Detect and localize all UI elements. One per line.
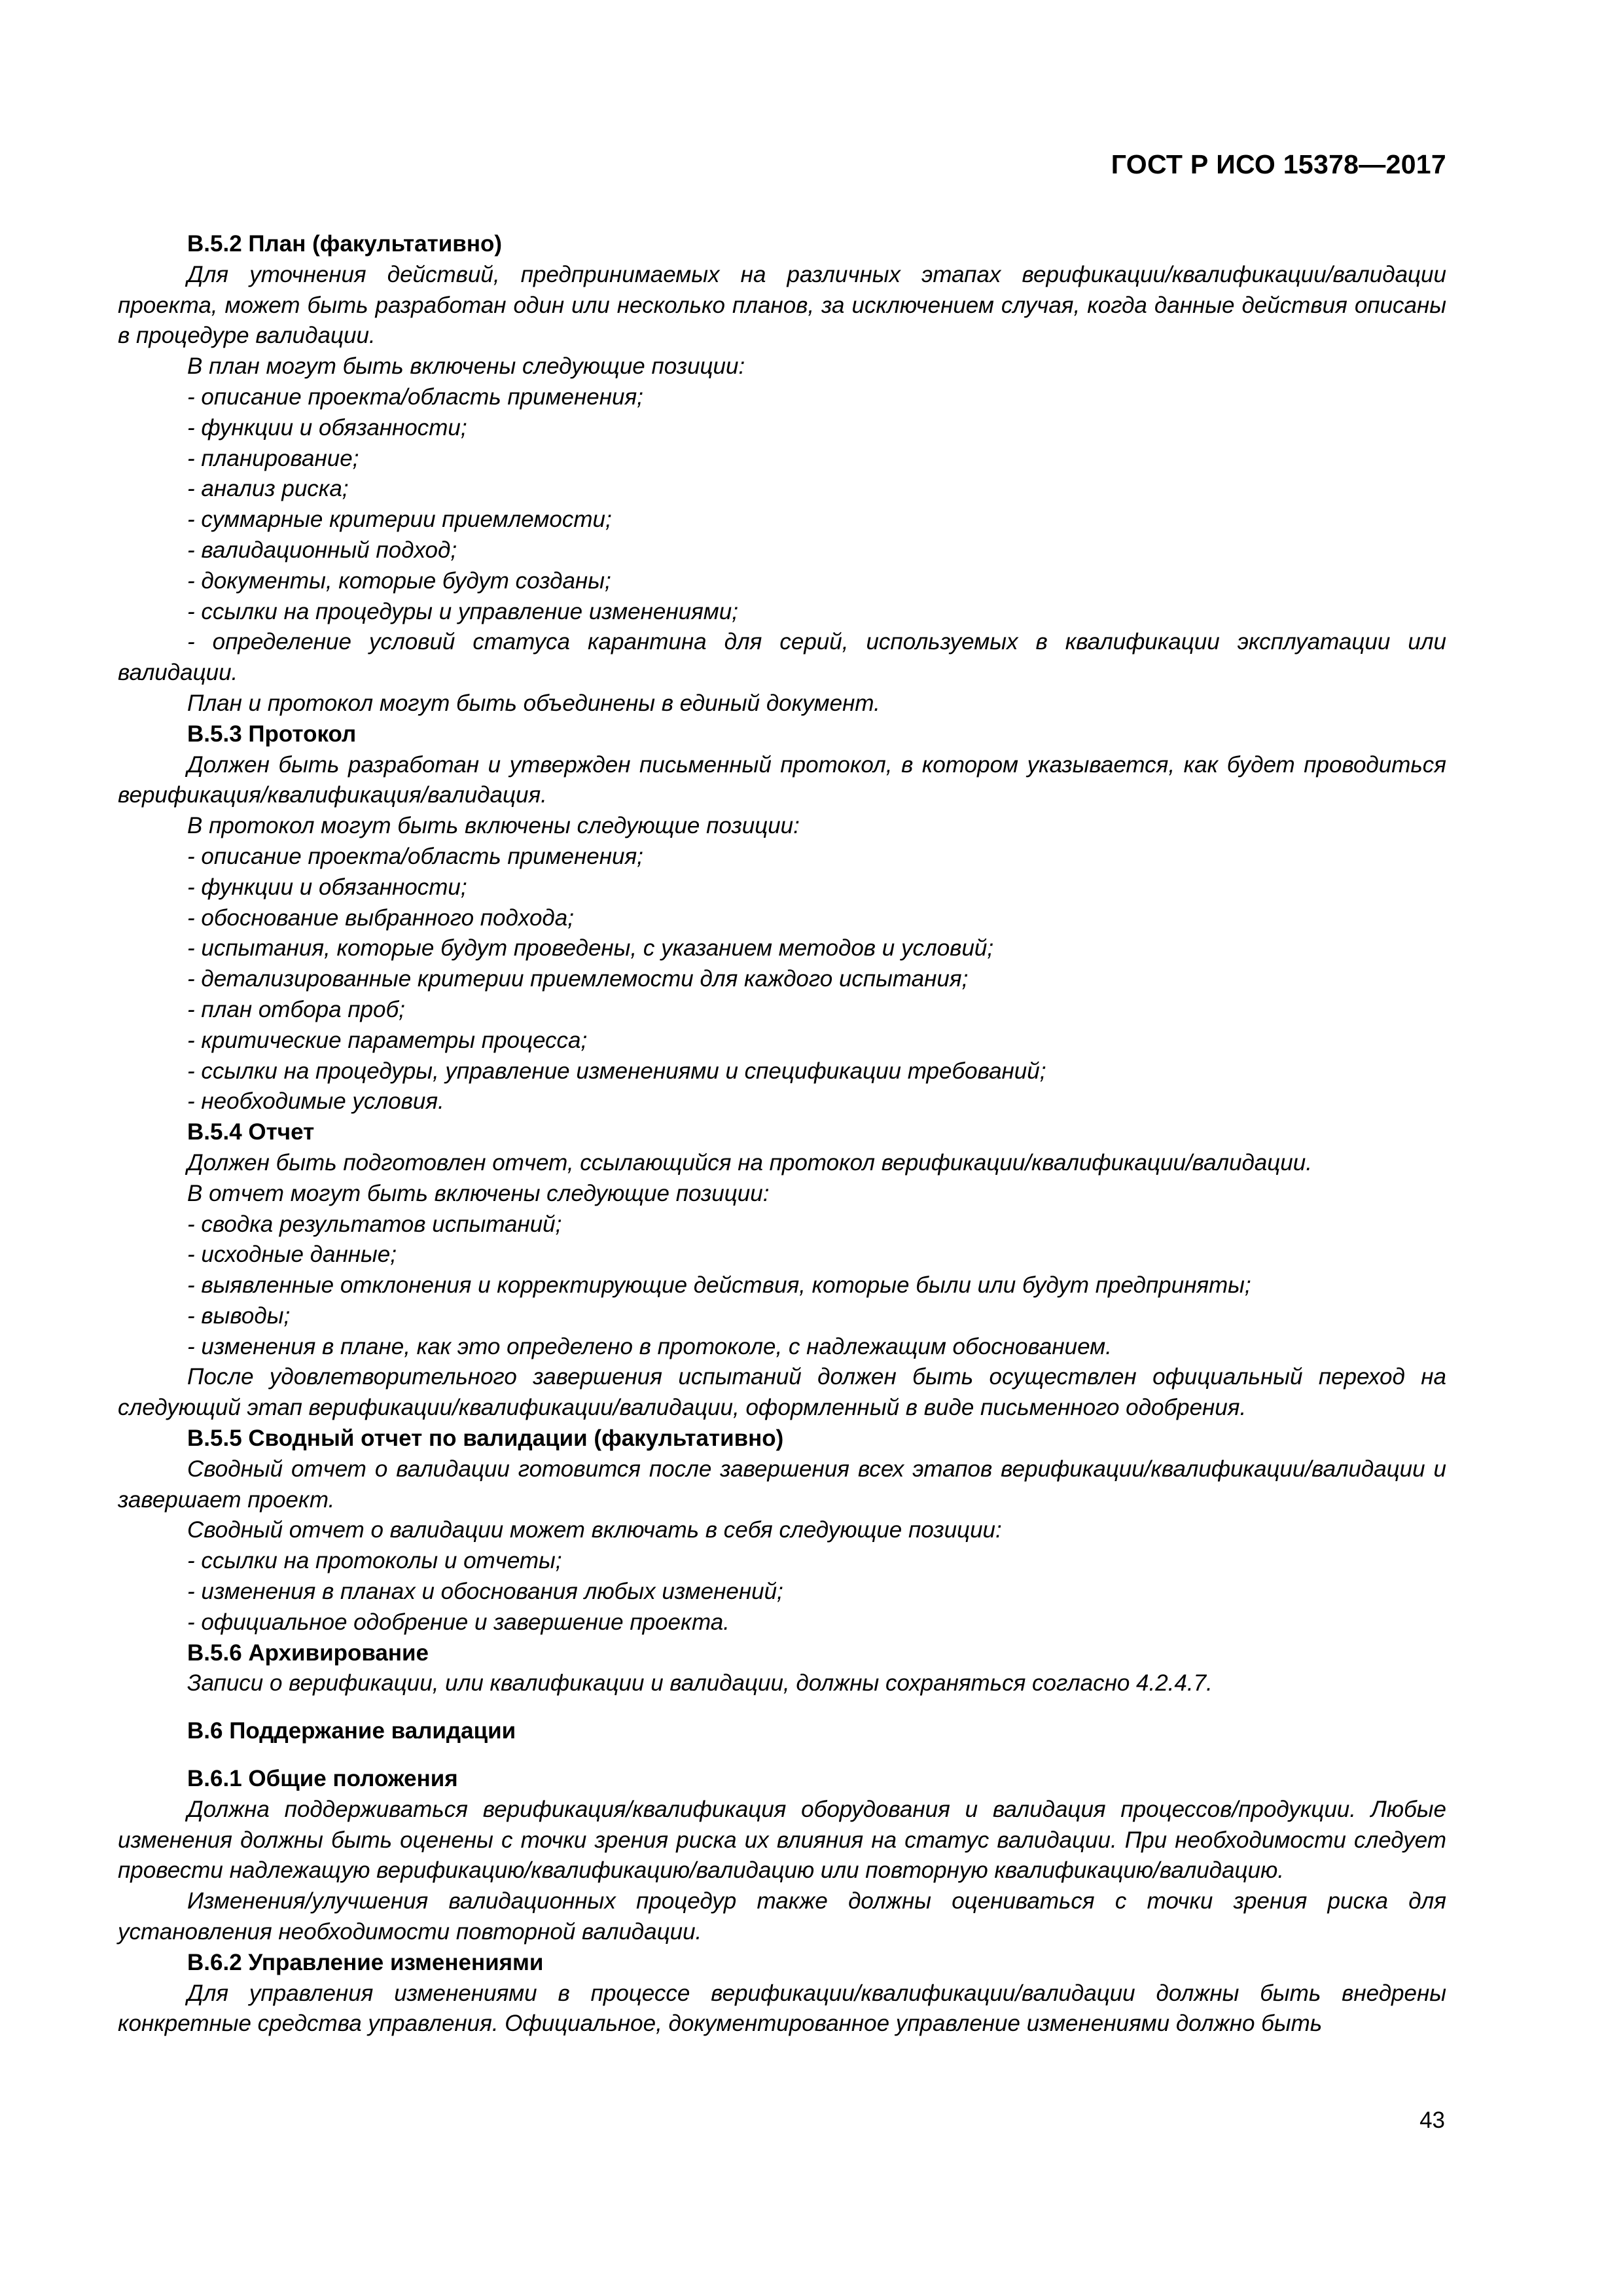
section-heading-b54: В.5.4 Отчет xyxy=(187,1119,315,1145)
list-item: - исходные данные; xyxy=(187,1242,397,1268)
list-item: - испытания, которые будут проведены, с указанием методов и условий; xyxy=(187,935,994,961)
list-item: - необходимые условия. xyxy=(187,1088,444,1115)
list-item: - функции и обязанности; xyxy=(187,874,467,900)
list-item: - детализированные критерии приемлемости для каждого испытания; xyxy=(187,966,969,992)
list-item: - функции и обязанности; xyxy=(187,414,467,440)
paragraph: Для уточнения действий, предпринимаемых на различных этапах верификации/квалификации/валидации проекта, может быть разработан один или несколько планов, за исключением случая, когда данные действия описаны в процедуре валидации. xyxy=(118,261,1446,349)
list-item: - суммарные критерии приемлемости; xyxy=(187,507,612,533)
document-body xyxy=(118,229,1446,2039)
list-item: - документы, которые будут созданы; xyxy=(187,567,611,594)
paragraph: Должна поддерживаться верификация/квалификация оборудования и валидация процессов/продукции. Любые изменения должны быть оценены с точки зрения риска их влияния на статус валидации. При необходимости следует провести надлежащую верификацию/квалификацию/валидацию или повторную квалификацию/валидацию. xyxy=(118,1796,1446,1884)
list-item: - выявленные отклонения и корректирующие действия, которые были или будут предприняты; xyxy=(187,1272,1251,1299)
paragraph: Для управления изменениями в процессе верификации/квалификации/валидации должны быть внедрены конкретные средства управления. Официальное, документированное управление изменениями должно быть xyxy=(118,1980,1446,2037)
list-item: - анализ риска; xyxy=(187,476,349,502)
list-intro: В протокол могут быть включены следующие позиции: xyxy=(187,813,800,839)
list-item: - выводы; xyxy=(187,1302,291,1329)
list-item: - ссылки на процедуры, управление изменениями и спецификации требований; xyxy=(187,1058,1046,1084)
page-number: 43 xyxy=(1419,2108,1445,2133)
list-intro: В план могут быть включены следующие позиции: xyxy=(187,353,745,380)
paragraph: После удовлетворительного завершения испытаний должен быть осуществлен официальный переход на следующий этап верификации/квалификации/валидации, оформленный в виде письменного одобрения. xyxy=(118,1364,1446,1421)
list-intro: Сводный отчет о валидации может включать в себя следующие позиции: xyxy=(187,1517,1002,1543)
list-item: - описание проекта/область применения; xyxy=(187,384,643,410)
section-heading-b53: В.5.3 Протокол xyxy=(187,721,357,747)
list-item: - план отбора проб; xyxy=(187,996,405,1022)
section-heading-b52: В.5.2 План (факультативно) xyxy=(187,231,502,257)
list-item: - планирование; xyxy=(187,445,359,471)
paragraph: Изменения/улучшения валидационных процедур также должны оцениваться с точки зрения риска для установления необходимости повторной валидации. xyxy=(118,1888,1446,1945)
section-heading-b62: В.6.2 Управление изменениями xyxy=(187,1949,544,1975)
list-intro: В отчет могут быть включены следующие позиции: xyxy=(187,1180,770,1206)
paragraph: Должен быть разработан и утвержден письменный протокол, в котором указывается, как будет проводиться верификация/квалификация/валидация. xyxy=(118,751,1446,808)
section-heading-b55: В.5.5 Сводный отчет по валидации (факультативно) xyxy=(187,1426,784,1452)
list-item: - обоснование выбранного подхода; xyxy=(187,905,574,931)
paragraph: Записи о верификации, или квалификации и валидации, должны сохраняться согласно 4.2.4.7. xyxy=(187,1670,1213,1696)
paragraph: План и протокол могут быть объединены в единый документ. xyxy=(187,690,880,716)
list-item: - валидационный подход; xyxy=(187,537,457,563)
list-item: - критические параметры процесса; xyxy=(187,1027,588,1053)
list-item: - определение условий статуса карантина для серий, используемых в квалификации эксплуатации или валидации. xyxy=(118,629,1446,686)
document-header: ГОСТ Р ИСО 15378—2017 xyxy=(1111,149,1446,179)
section-heading-b56: В.5.6 Архивирование xyxy=(187,1640,429,1666)
list-item: - официальное одобрение и завершение проекта. xyxy=(187,1609,730,1635)
section-heading-b61: В.6.1 Общие положения xyxy=(187,1766,458,1792)
paragraph: Должен быть подготовлен отчет, ссылающийся на протокол верификации/квалификации/валидации. xyxy=(187,1149,1312,1175)
paragraph: Сводный отчет о валидации готовится после завершения всех этапов верификации/квалификации/валидации и завершает проект. xyxy=(118,1456,1446,1513)
list-item: - ссылки на протоколы и отчеты; xyxy=(187,1548,562,1574)
list-item: - изменения в плане, как это определено в протоколе, с надлежащим обоснованием. xyxy=(187,1333,1112,1359)
section-heading-b6: В.6 Поддержание валидации xyxy=(187,1718,516,1744)
list-item: - изменения в планах и обоснования любых изменений; xyxy=(187,1579,783,1605)
list-item: - сводка результатов испытаний; xyxy=(187,1211,562,1237)
list-item: - ссылки на процедуры и управление изменениями; xyxy=(187,598,738,624)
list-item: - описание проекта/область применения; xyxy=(187,843,643,869)
